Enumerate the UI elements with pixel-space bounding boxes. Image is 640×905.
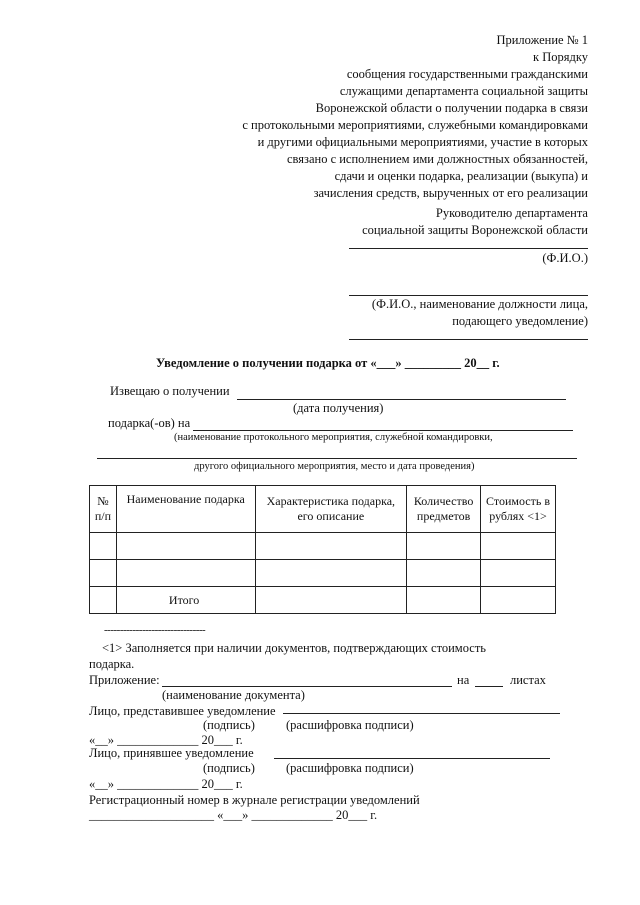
receiver-field: [274, 758, 550, 759]
col-header-text: Наименование подарка: [126, 492, 245, 506]
page-title: Уведомление о получении подарка от «___» _________ 20__ г.: [156, 356, 500, 370]
gift-label: подарка(-ов) на: [108, 416, 191, 430]
col-header-description: [255, 486, 407, 533]
footnote-text: подарка.: [89, 657, 135, 671]
attachment-label: Приложение:: [89, 673, 160, 687]
attachment-on: на: [457, 673, 470, 687]
sender-line-2: [349, 339, 588, 340]
total-label: [116, 587, 255, 614]
total-label-text: Итого: [168, 592, 200, 607]
col-header-quantity: [407, 486, 481, 533]
doc-caption: (наименование документа): [162, 688, 305, 702]
col-header-text: Количество: [413, 494, 474, 508]
decode-caption: (расшифровка подписи): [286, 761, 414, 775]
header-line: зачисления средств, вырученных от его реализации: [313, 186, 588, 200]
attachment-sheets: листах: [510, 673, 546, 687]
event-field-2: [97, 458, 577, 459]
receiver-date: «__» _____________ 20___ г.: [89, 777, 243, 791]
reg-label: Регистрационный номер в журнале регистрации уведомлений: [89, 793, 420, 807]
table-header-row: [90, 486, 556, 533]
presenter-label: Лицо, представившее уведомление: [89, 704, 276, 718]
gifts-table: [89, 485, 556, 614]
table-cell: [255, 560, 407, 587]
header-line: служащими департамента социальной защиты: [339, 84, 588, 98]
sender-caption: (Ф.И.О., наименование должности лица,: [371, 297, 588, 311]
table-cell: [407, 587, 481, 614]
date-caption: (дата получения): [293, 401, 384, 415]
notify-label: Извещаю о получении: [110, 384, 230, 398]
col-header-text: №: [97, 494, 109, 508]
footnote-separator: --------------------------------: [104, 624, 206, 636]
table-row: [90, 533, 556, 560]
sender-line: [349, 295, 588, 296]
event-caption: другого официального мероприятия, место и дата проведения): [194, 461, 475, 472]
table-cell: [407, 560, 481, 587]
table-cell: [90, 560, 117, 587]
col-header-number: [90, 486, 117, 533]
col-header-text: предметов: [416, 509, 471, 523]
sender-caption: подающего уведомление): [452, 314, 588, 328]
sheets-count-field: [475, 686, 503, 687]
col-header-text: Стоимость в: [486, 494, 551, 508]
table-cell: [116, 533, 255, 560]
header-line: и другими официальными мероприятиями, участие в которых: [257, 135, 588, 149]
signature-caption: (подпись): [203, 761, 255, 775]
event-caption: (наименование протокольного мероприятия, служебной командировки,: [174, 432, 493, 443]
header-line: с протокольными мероприятиями, служебными командировками: [242, 118, 588, 132]
attachment-field: [162, 686, 452, 687]
receipt-date-field: [237, 399, 566, 400]
col-header-text: Характеристика подарка,: [266, 494, 396, 508]
table-cell: [481, 560, 556, 587]
col-header-text: рублях <1>: [489, 509, 547, 523]
table-total-row: [90, 587, 556, 614]
header-line: к Порядку: [533, 50, 588, 64]
addressee-line: социальной защиты Воронежской области: [362, 223, 588, 237]
addressee-fio-line: [349, 248, 588, 249]
col-header-cost: [481, 486, 556, 533]
header-line: связано с исполнением ими должностных обязанностей,: [286, 152, 588, 166]
fio-caption: (Ф.И.О.): [542, 251, 588, 265]
table-cell: [116, 560, 255, 587]
table-cell: [255, 587, 407, 614]
col-header-text: его описание: [297, 509, 365, 523]
decode-caption: (расшифровка подписи): [286, 718, 414, 732]
header-line: сообщения государственными гражданскими: [346, 67, 588, 81]
table-cell: [90, 587, 117, 614]
table-cell: [407, 533, 481, 560]
header-line-appendix: Приложение № 1: [496, 33, 588, 47]
table-row: [90, 560, 556, 587]
header-line: Воронежской области о получении подарка в связи: [315, 101, 588, 115]
receiver-label: Лицо, принявшее уведомление: [89, 746, 254, 760]
col-header-name: [116, 486, 255, 533]
table-cell: [481, 587, 556, 614]
table-cell: [90, 533, 117, 560]
reg-line: ____________________ «___» _____________ 20___ г.: [89, 808, 378, 822]
event-field: [193, 430, 573, 431]
presenter-date: «__» _____________ 20___ г.: [89, 733, 243, 747]
table-cell: [481, 533, 556, 560]
addressee-line: Руководителю департамента: [435, 206, 588, 220]
header-line: сдачи и оценки подарка, реализации (выкупа) и: [334, 169, 588, 183]
presenter-field: [283, 713, 560, 714]
col-header-text: п/п: [94, 509, 112, 523]
table-cell: [255, 533, 407, 560]
footnote-text: <1> Заполняется при наличии документов, подтверждающих стоимость: [102, 641, 486, 655]
signature-caption: (подпись): [203, 718, 255, 732]
